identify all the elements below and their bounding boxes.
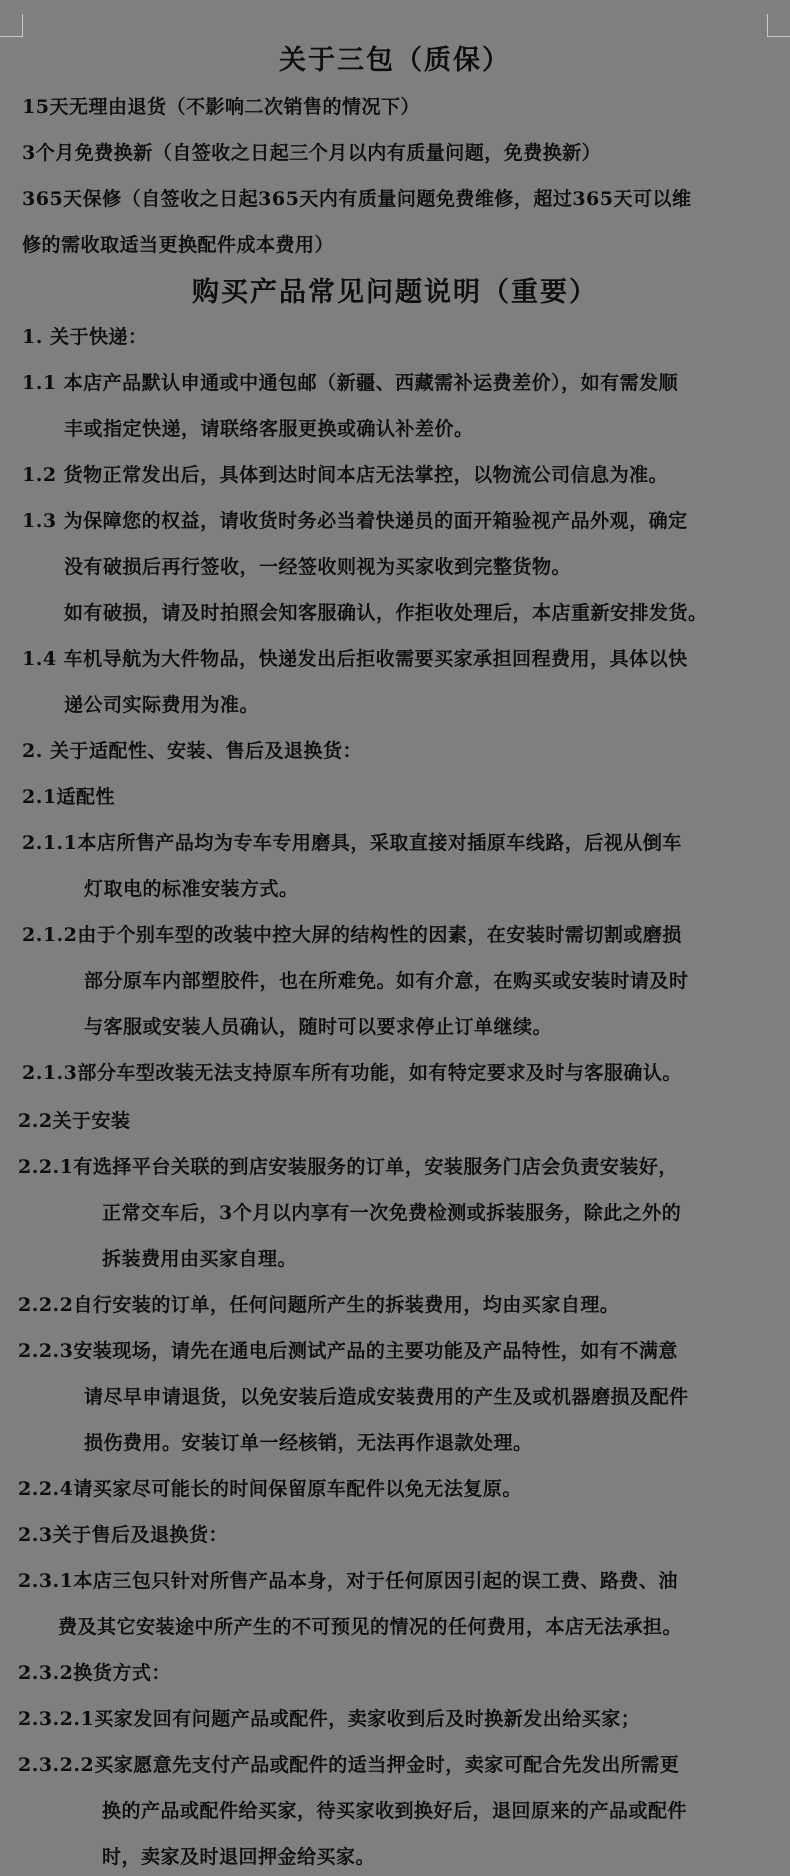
- crop-mark-top-right: [767, 14, 790, 37]
- doc-line: 1. 关于快递：: [22, 326, 148, 348]
- doc-line: 费及其它安装途中所产生的不可预见的情况的任何费用，本店无法承担。: [58, 1616, 683, 1638]
- doc-line: 2.3.2换货方式：: [18, 1662, 171, 1684]
- crop-mark-top-left: [0, 14, 23, 37]
- doc-line: 2.1.1本店所售产品均为专车专用磨具，采取直接对插原车线路，后视从倒车: [22, 832, 682, 854]
- doc-line: 2.3.2.2买家愿意先支付产品或配件的适当押金时，卖家可配合先发出所需更: [18, 1754, 680, 1776]
- doc-line: 没有破损后再行签收，一经签收则视为买家收到完整货物。: [64, 556, 572, 578]
- doc-line: 1.4 车机导航为大件物品，快递发出后拒收需要买家承担回程费用，具体以快: [22, 648, 688, 670]
- doc-line: 部分原车内部塑胶件，也在所难免。如有介意，在购买或安装时请及时: [84, 970, 689, 992]
- doc-line: 正常交车后，3个月以内享有一次免费检测或拆装服务，除此之外的: [102, 1202, 682, 1224]
- warranty-title: 关于三包（质保）: [279, 45, 511, 76]
- doc-line: 1.2 货物正常发出后，具体到达时间本店无法掌控，以物流公司信息为准。: [22, 464, 669, 486]
- doc-line: 请尽早申请退货，以免安装后造成安装费用的产生及或机器磨损及配件: [84, 1386, 689, 1408]
- doc-line: 1.3 为保障您的权益，请收货时务必当着快递员的面开箱验视产品外观，确定: [22, 510, 688, 532]
- warranty-line: 15天无理由退货（不影响二次销售的情况下）: [22, 96, 420, 118]
- doc-line: 丰或指定快递，请联络客服更换或确认补差价。: [64, 418, 474, 440]
- doc-line: 2.1适配性: [22, 786, 116, 808]
- doc-line: 如有破损，请及时拍照会知客服确认，作拒收处理后，本店重新安排发货。: [64, 602, 708, 624]
- doc-line: 2.2.3安装现场，请先在通电后测试产品的主要功能及产品特性，如有不满意: [18, 1340, 678, 1362]
- doc-line: 递公司实际费用为准。: [64, 694, 260, 716]
- doc-line: 2.3.1本店三包只针对所售产品本身，对于任何原因引起的误工费、路费、油: [18, 1570, 678, 1592]
- doc-line: 时，卖家及时退回押金给买家。: [102, 1846, 376, 1868]
- faq-title: 购买产品常见问题说明（重要）: [192, 277, 598, 308]
- doc-line: 拆装费用由买家自理。: [102, 1248, 298, 1270]
- doc-line: 2.3.2.1买家发回有问题产品或配件，卖家收到后及时换新发出给买家；: [18, 1708, 641, 1730]
- warranty-line: 365天保修（自签收之日起365天内有质量问题免费维修，超过365天可以维: [22, 188, 692, 210]
- doc-line: 2.2.2自行安装的订单，任何问题所产生的拆装费用，均由买家自理。: [18, 1294, 620, 1316]
- doc-line: 2.1.2由于个别车型的改装中控大屏的结构性的因素，在安装时需切割或磨损: [22, 924, 682, 946]
- doc-line: 2.1.3部分车型改装无法支持原车所有功能，如有特定要求及时与客服确认。: [22, 1062, 682, 1084]
- doc-line: 与客服或安装人员确认，随时可以要求停止订单继续。: [84, 1016, 553, 1038]
- doc-line: 灯取电的标准安装方式。: [84, 878, 299, 900]
- doc-line: 2.2.4请买家尽可能长的时间保留原车配件以免无法复原。: [18, 1478, 522, 1500]
- doc-line: 2.2关于安装: [18, 1110, 131, 1132]
- warranty-line: 3个月免费换新（自签收之日起三个月以内有质量问题，免费换新）: [22, 142, 602, 164]
- doc-line: 2.3关于售后及退换货：: [18, 1524, 229, 1546]
- doc-line: 1.1 本店产品默认申通或中通包邮（新疆、西藏需补运费差价），如有需发顺: [22, 372, 679, 394]
- doc-line: 2. 关于适配性、安装、售后及退换货：: [22, 740, 362, 762]
- doc-line: 2.2.1有选择平台关联的到店安装服务的订单，安装服务门店会负责安装好，: [18, 1156, 678, 1178]
- doc-line: 损伤费用。安装订单一经核销，无法再作退款处理。: [84, 1432, 533, 1454]
- warranty-line: 修的需收取适当更换配件成本费用）: [22, 234, 335, 256]
- doc-line: 换的产品或配件给买家，待买家收到换好后，退回原来的产品或配件: [102, 1800, 688, 1822]
